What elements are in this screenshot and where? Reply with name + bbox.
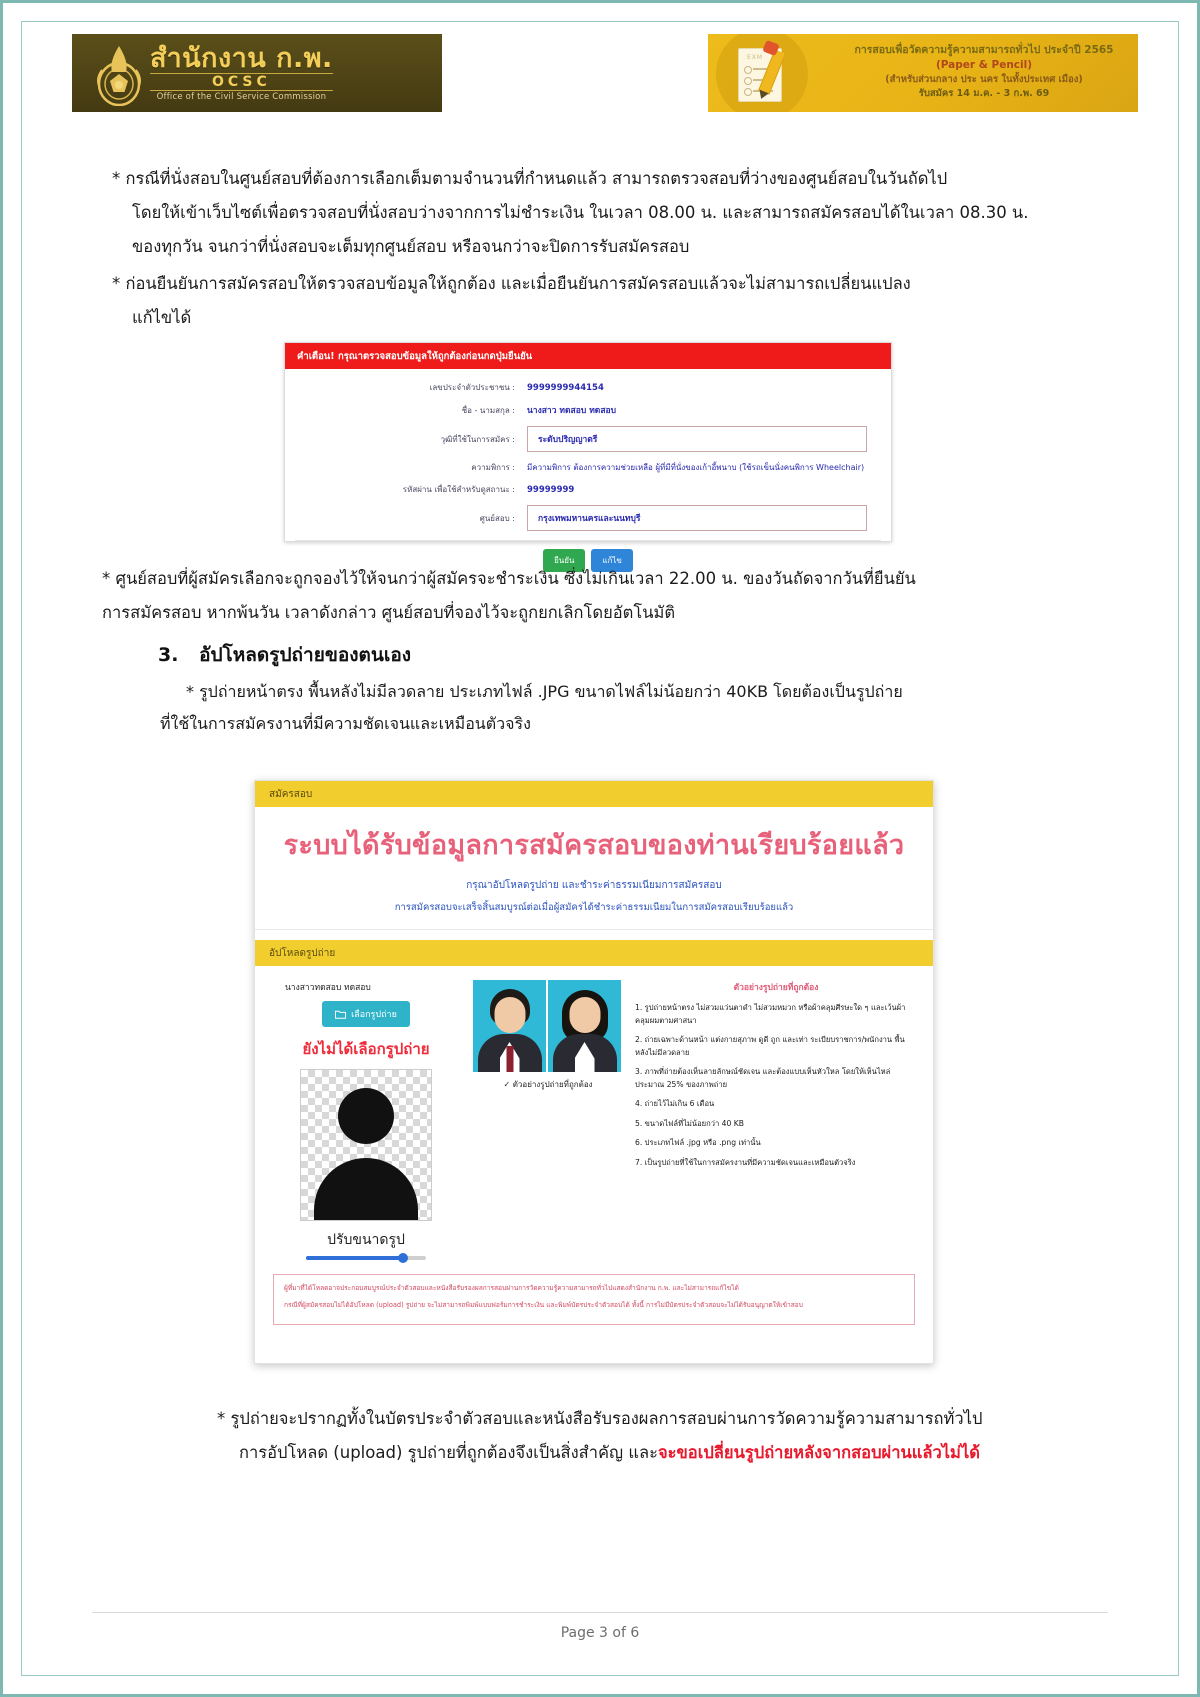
section-3-note-line-2: ที่ใช้ในการสมัครงานที่มีความชัดเจนและเหมือนตัวจริง bbox=[160, 714, 531, 733]
upload-warning-line-1: ผู้ที่มาที่ได้โหลดอาจประกอบสมบูรณ์ประจำตัวสอบและหนังสือรับรองผลการสอบผ่านการวัดความรู้ความสามารถทั่วไปแสดงสำนักงาน ก.พ. และไม่สามารถแก้ไขได้ bbox=[284, 1284, 739, 1292]
section-3-heading bbox=[158, 640, 1118, 670]
closing-line-2 bbox=[239, 1436, 1123, 1470]
field-label: เลขประจำตัวประชาชน : bbox=[429, 383, 515, 392]
banner-line-3: (สำหรับส่วนกลาง ประ นคร ในทั้งประเทศ เมือง) bbox=[885, 74, 1083, 86]
success-subtitle-1: กรุณาอัปโหลดรูปถ่าย และชำระค่าธรรมเนียมการสมัครสอบ bbox=[466, 880, 722, 891]
rules-title: ตัวอย่างรูปถ่ายที่ถูกต้อง bbox=[733, 983, 819, 993]
garuda-emblem-icon bbox=[90, 40, 148, 106]
field-label: ชื่อ - นามสกุล : bbox=[461, 405, 515, 415]
bullet-3-line-2: การสมัครสอบ หากพ้นวัน เวลาดังกล่าว ศูนย์สอบที่จองไว้จะถูกยกเลิกโดยอัตโนมัติ bbox=[102, 602, 676, 622]
field-label: ความพิการ : bbox=[471, 463, 515, 472]
logo-thai-name: สำนักงาน ก.พ. bbox=[150, 42, 333, 74]
field-value: 9999999944154 bbox=[527, 382, 604, 393]
rule-item: 2. ถ่ายเฉพาะด้านหน้า แต่งกายสุภาพ ดูดี ถูก และเท่า ระเบียบราชการ/พนักงาน พื้นหลังไม่มีลวดลาย bbox=[635, 1035, 905, 1057]
tab-register[interactable]: สมัครสอบ bbox=[255, 781, 933, 807]
logo-english-name: Office of the Civil Service Commission bbox=[156, 91, 327, 102]
banner-line-1: การสอบเพื่อวัดความรู้ความสามารถทั่วไป ประจำปี 2565 bbox=[854, 44, 1114, 56]
section-3-title: อัปโหลดรูปถ่ายของตนเอง bbox=[199, 644, 412, 666]
section-3-note-line-1: * รูปถ่ายหน้าตรง พื้นหลังไม่มีลวดลาย ประเภทไฟล์ .JPG ขนาดไฟล์ไม่น้อยกว่า 40KB โดยต้องเป็นรูปถ่าย bbox=[186, 682, 903, 701]
confirmation-fields bbox=[285, 369, 891, 572]
intro-bullets bbox=[112, 162, 1118, 339]
rule-item: 5. ขนาดไฟล์ที่ไม่น้อยกว่า 40 KB bbox=[635, 1118, 744, 1128]
form-warning-bar: คำเตือน! กรุณาตรวจสอบข้อมูลให้ถูกต้องก่อนกดปุ่มยืนยัน bbox=[285, 343, 891, 369]
closing-line-2-emphasis: จะขอเปลี่ยนรูปถ่ายหลังจากสอบผ่านแล้วไม่ได้ bbox=[657, 1442, 980, 1462]
bullet-3-line-1: * ศูนย์สอบที่ผู้สมัครเลือกจะถูกจองไว้ให้จนกว่าผู้สมัครจะชำระเงิน ซึ่งไม่เกินเวลา 22.00 น. ของวันถัดจากวันที่ยืนยัน bbox=[102, 569, 916, 588]
confirm-button[interactable]: ยืนยัน bbox=[543, 549, 585, 572]
form-row bbox=[295, 461, 881, 474]
upload-section-header: อัปโหลดรูปถ่าย bbox=[255, 940, 933, 966]
rule-item: 3. ภาพที่ถ่ายต้องเห็นลายลักษณ์ชัดเจน และต้องแบบเห็นหัวใหล โดยให้เห็นไหล่ประมาณ 25% ของภาพถ่าย bbox=[635, 1067, 891, 1089]
field-label: วุฒิที่ใช้ในการสมัคร : bbox=[440, 434, 515, 444]
section-3 bbox=[112, 630, 1118, 740]
person-silhouette-icon bbox=[300, 1069, 432, 1221]
closing-note bbox=[217, 1402, 1123, 1470]
page-footer: Page 3 of 6 bbox=[560, 1625, 640, 1641]
upload-left-column bbox=[271, 980, 461, 1260]
exam-paper-pencil-icon: EXM bbox=[738, 48, 782, 102]
check-icon: ✓ bbox=[503, 1080, 511, 1089]
slider-handle[interactable] bbox=[398, 1253, 408, 1263]
upload-panel bbox=[255, 966, 933, 1260]
success-message-panel bbox=[255, 807, 933, 930]
rule-item: 7. เป็นรูปถ่ายที่ใช้ในการสมัครงานที่มีความชัดเจนและเหมือนตัวจริง bbox=[635, 1157, 856, 1167]
bullet-1 bbox=[112, 162, 1118, 263]
banner-line-4: รับสมัคร 14 ม.ค. - 3 ก.พ. 69 bbox=[918, 88, 1050, 100]
section-3-number: 3. bbox=[158, 644, 179, 666]
logo-acronym: OCSC bbox=[150, 73, 333, 91]
bullet-2-line-1: * ก่อนยืนยันการสมัครสอบให้ตรวจสอบข้อมูลให้ถูกต้อง และเมื่อยืนยันการสมัครสอบแล้วจะไม่สามารถเปลี่ยนแปลง bbox=[112, 274, 911, 294]
success-subtitle-2: การสมัครสอบจะเสร็จสิ้นสมบูรณ์ต่อเมื่อผู้สมัครได้ชำระค่าธรรมเนียมในการสมัครสอบเรียบร้อยแล้ว bbox=[394, 902, 794, 913]
form-row bbox=[295, 426, 881, 452]
choose-photo-label: เลือกรูปถ่าย bbox=[351, 1009, 397, 1019]
sample-photo-female bbox=[548, 980, 621, 1072]
field-label: รหัสผ่าน เพื่อใช้สำหรับดูสถานะ : bbox=[402, 485, 515, 494]
bullet-1-line-3: ของทุกวัน จนกว่าที่นั่งสอบจะเต็มทุกศูนย์สอบ หรือจนกว่าจะปิดการรับสมัครสอบ bbox=[132, 236, 690, 256]
sample-photo-male bbox=[473, 980, 546, 1072]
field-value: นางสาว ทดสอบ ทดสอบ bbox=[527, 406, 617, 416]
page-header bbox=[72, 34, 1138, 114]
closing-line-2-plain: การอัปโหลด (upload) รูปถ่ายที่ถูกต้องจึงเป็นสิ่งสำคัญ และ bbox=[239, 1442, 658, 1462]
edit-button[interactable]: แก้ไข bbox=[591, 549, 633, 572]
folder-icon bbox=[335, 1010, 346, 1019]
applicant-name: นางสาวทดสอบ ทดสอบ bbox=[285, 983, 371, 993]
form-row bbox=[295, 483, 881, 496]
footer-divider bbox=[92, 1612, 1108, 1613]
confirmation-form-screenshot bbox=[284, 342, 892, 565]
bullet-1-line-2: โดยให้เข้าเว็บไซต์เพื่อตรวจสอบที่นั่งสอบว่างจากการไม่ชำระเงิน ในเวลา 08.00 น. และสามารถสมัครสอบได้ในเวลา 08.30 น. bbox=[132, 202, 1029, 222]
section-3-note bbox=[160, 676, 1118, 740]
rule-item: 6. ประเภทไฟล์ .jpg หรือ .png เท่านั้น bbox=[635, 1138, 761, 1148]
page-inner-border bbox=[21, 21, 1179, 1676]
bullet-3 bbox=[102, 562, 1118, 634]
bullet-2 bbox=[112, 267, 1118, 335]
upload-warning-box bbox=[273, 1274, 915, 1325]
sample-photos bbox=[473, 980, 623, 1072]
no-photo-selected-text: ยังไม่ได้เลือกรูปถ่าย bbox=[302, 1040, 430, 1058]
sample-photos-column bbox=[473, 980, 623, 1260]
photo-rules-column bbox=[635, 980, 917, 1260]
sample-caption bbox=[473, 1078, 623, 1091]
field-value: มีความพิการ ต้องการความช่วยเหลือ ผู้ที่มีที่นั่งของเก้าอี้พนาบ (ใช้รถเข็นนั่งคนพิการ Wheelchair) bbox=[527, 463, 865, 472]
choose-photo-button[interactable] bbox=[322, 1001, 410, 1027]
bullet-1-line-1: * กรณีที่นั่งสอบในศูนย์สอบที่ต้องการเลือกเต็มตามจำนวนที่กำหนดแล้ว สามารถตรวจสอบที่ว่างของศูนย์สอบในวันถัดไป bbox=[112, 169, 948, 188]
resize-slider[interactable] bbox=[306, 1256, 426, 1260]
bullet-2-line-2: แก้ไขได้ bbox=[132, 308, 192, 328]
exam-announcement-banner bbox=[708, 34, 1138, 112]
education-level-field[interactable]: ระดับปริญญาตรี bbox=[527, 426, 867, 452]
field-label: ศูนย์สอบ : bbox=[479, 513, 515, 523]
upload-warning-line-2: กรณีที่ผู้สมัครสอบไม่ได้อัปโหลด (upload) รูปถ่าย จะไม่สามารถพิมพ์แบบฟอร์มการชำระเงิน และพิมพ์บัตรประจำตัวสอบได้ ทั้งนี้ การไม่มีบัตรประจำตัวสอบจะไม่ได้รับอนุญาตให้เข้าสอบ bbox=[284, 1300, 803, 1309]
rule-item: 4. ถ่ายไว้ไม่เกิน 6 เดือน bbox=[635, 1099, 715, 1109]
upload-photo-screenshot bbox=[254, 780, 934, 1364]
sample-caption-text: ตัวอย่างรูปถ่ายที่ถูกต้อง bbox=[512, 1080, 593, 1089]
success-title: ระบบได้รับข้อมูลการสมัครสอบของท่านเรียบร้อยแล้ว bbox=[283, 830, 905, 861]
resize-label: ปรับขนาดรูป bbox=[327, 1232, 405, 1248]
ocsc-logo bbox=[72, 34, 442, 112]
form-row bbox=[295, 381, 881, 394]
closing-line-1: * รูปถ่ายจะปรากฏทั้งในบัตรประจำตัวสอบและหนังสือรับรองผลการสอบผ่านการวัดความรู้ความสามารถทั่วไป bbox=[217, 1409, 983, 1428]
form-row bbox=[295, 505, 881, 531]
form-row bbox=[295, 403, 881, 417]
exam-center-field[interactable]: กรุงเทพมหานครและนนทบุรี bbox=[527, 505, 867, 531]
banner-line-2: (Paper & Pencil) bbox=[935, 59, 1033, 72]
field-value: 99999999 bbox=[527, 484, 575, 495]
rule-item: 1. รูปถ่ายหน้าตรง ไม่สวมแว่นตาดำ ไม่สวมหมวก หรือผ้าคลุมศีรษะใด ๆ และเว้นผ้าคลุมผมตามศาสนา bbox=[635, 1003, 906, 1025]
